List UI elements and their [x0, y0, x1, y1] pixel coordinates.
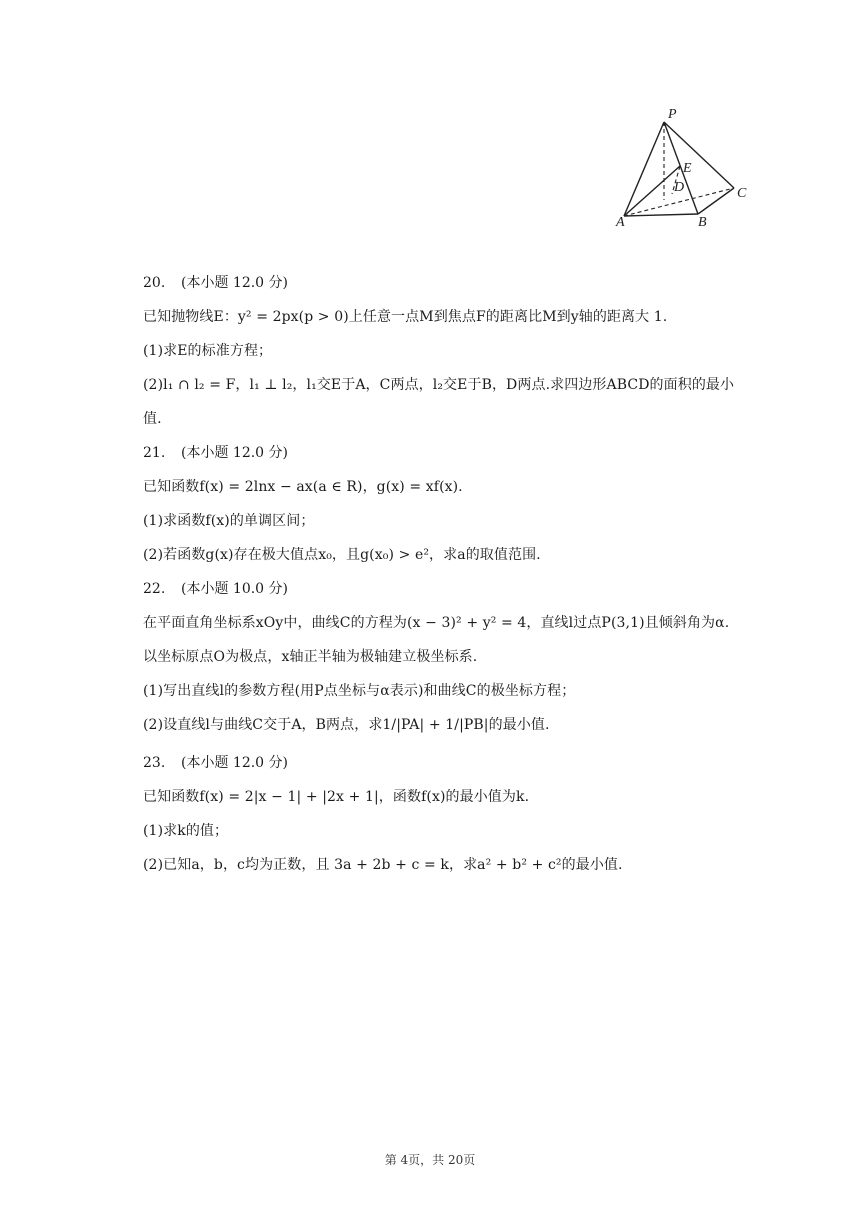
- label-D: D: [674, 180, 685, 195]
- question-line: (1)写出直线l的参数方程(用P点坐标与α表示)和曲线C的极坐标方程；: [143, 683, 576, 699]
- question-header: [143, 436, 723, 470]
- question-score: (本小题 12.0 分): [181, 755, 288, 771]
- question-line: 以坐标原点O为极点，x轴正半轴为极轴建立极坐标系.: [143, 649, 478, 665]
- question-line: (1)求k的值；: [143, 823, 229, 839]
- label-C: C: [737, 186, 747, 201]
- edge-AB: [624, 214, 698, 216]
- question-line: (2)l₁ ∩ l₂ = F，l₁ ⊥ l₂，l₁交E于A，C两点，l₂交E于B，D两点.求四边形ABCD的面积的最小: [143, 377, 735, 393]
- label-B: B: [698, 215, 707, 230]
- label-A: A: [616, 215, 625, 230]
- edge-PC: [664, 122, 734, 188]
- question-21: [143, 436, 723, 572]
- question-line: (1)求函数f(x)的单调区间；: [143, 513, 315, 529]
- question-line: 在平面直角坐标系xOy中，曲线C的方程为(x − 3)² + y² = 4，直线l过点P(3,1)且倾斜角为α.: [143, 615, 730, 631]
- label-P: P: [668, 107, 677, 122]
- question-line: (2)若函数g(x)存在极大值点x₀，且g(x₀) > e²，求a的取值范围.: [143, 547, 541, 563]
- question-line: 已知抛物线E：y² = 2px(p > 0)上任意一点M到焦点F的距离比M到y轴的距离大 1.: [143, 309, 668, 325]
- question-line: 已知函数f(x) = 2lnx − ax(a ∈ R)，g(x) = xf(x).: [143, 479, 463, 495]
- question-header: [143, 746, 723, 780]
- question-list: [143, 266, 735, 882]
- question-line: (1)求E的标准方程；: [143, 343, 273, 359]
- question-header: [143, 266, 723, 300]
- question-score: (本小题 10.0 分): [181, 581, 288, 597]
- label-E: E: [683, 161, 692, 176]
- question-line: 值.: [143, 411, 162, 427]
- question-20: [143, 266, 735, 436]
- question-score: (本小题 12.0 分): [181, 275, 288, 291]
- page-footer: 第 4页，共 20页: [384, 1153, 476, 1167]
- edge-PB: [664, 122, 698, 214]
- question-line: 已知函数f(x) = 2|x − 1| + |2x + 1|，函数f(x)的最小值为k.: [143, 789, 530, 805]
- question-number: 20.: [143, 275, 166, 291]
- edge-BC: [698, 188, 734, 214]
- pyramid-figure: [612, 102, 762, 230]
- question-number: 22.: [143, 581, 166, 597]
- question-header: [143, 572, 723, 606]
- edge-PA: [624, 122, 664, 216]
- question-line: (2)已知a，b，c均为正数，且 3a + 2b + c = k，求a² + b² + c²的最小值.: [143, 857, 623, 873]
- question-number: 23.: [143, 755, 166, 771]
- question-score: (本小题 12.0 分): [181, 445, 288, 461]
- question-22: [143, 572, 730, 742]
- question-number: 21.: [143, 445, 166, 461]
- question-23: [143, 746, 723, 882]
- question-line: (2)设直线l与曲线C交于A，B两点，求1/|PA| + 1/|PB|的最小值.: [143, 717, 550, 733]
